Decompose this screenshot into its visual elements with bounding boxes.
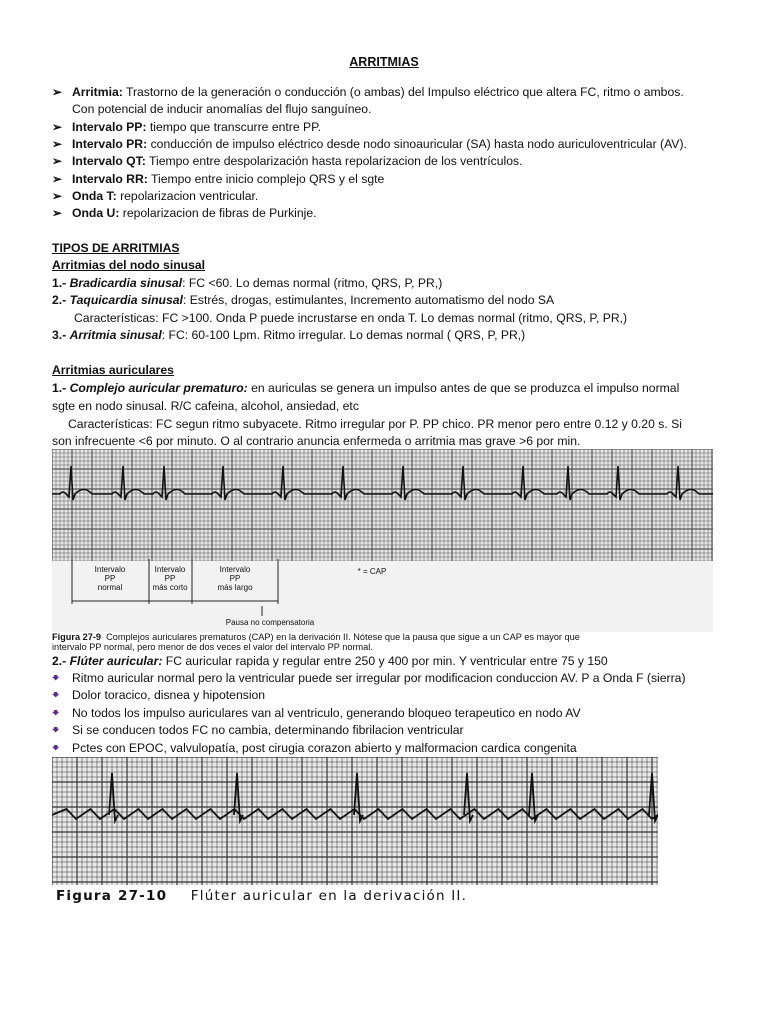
atrial-item (52, 380, 679, 396)
label-long-line3: más largo (217, 583, 253, 592)
subsection-heading: Arritmias auriculares (52, 363, 174, 377)
definition-text: Tiempo entre despolarización hasta repolarizacion de los ventrículos. (145, 154, 523, 168)
arrow-bullet-icon: ➢ (52, 206, 63, 220)
arrow-bullet-icon: ➢ (52, 137, 63, 151)
item-text: FC auricular rapida y regular entre 250 y 400 por min. Y ventricular entre 75 y 150 (162, 654, 608, 668)
definition-term: Intervalo PR: (72, 137, 148, 151)
item-text: : FC: 60-100 Lpm. Ritmo irregular. Lo demas normal ( QRS, P, PR,) (161, 328, 526, 342)
pause-label: Pausa no compensatoria (225, 618, 315, 627)
arrow-bullet-icon: ➢ (52, 172, 63, 186)
item-name: Arritmia sinusal (69, 328, 162, 342)
item-name: Bradicardia sinusal (69, 276, 183, 290)
item-text: : FC <60. Lo demas normal (ritmo, QRS, P, PR,) (182, 276, 443, 290)
atrial-item-text: Características: FC segun ritmo subyacete. Ritmo irregular por P. PP chico. PR menor pero entre 0.12 y 0.20 s. Si (68, 417, 682, 431)
definition-item (52, 119, 321, 135)
cap-legend: * = CAP (357, 567, 387, 576)
sinus-item (52, 327, 525, 343)
label-short-line2: PP (164, 574, 176, 583)
item-number: 1.- (52, 381, 70, 395)
definition-term: Intervalo QT: (72, 154, 146, 168)
ecg-strip-flutter (52, 757, 658, 885)
sinus-item-characteristics (74, 310, 627, 326)
caption-text: Flúter auricular en la derivación II. (190, 888, 468, 904)
definition-term: Arritmia: (72, 85, 123, 99)
definition-text: Tiempo entre inicio complejo QRS y el sgte (147, 172, 385, 186)
label-long-line1: Intervalo (219, 565, 251, 574)
arrow-bullet-icon: ➢ (52, 154, 63, 168)
down-arrow-icon: 🠻 (52, 706, 60, 720)
bullet-text: Dolor toracico, disnea y hipotension (72, 688, 266, 702)
definition-item (52, 153, 523, 169)
down-arrow-icon: 🠻 (52, 671, 60, 685)
ecg-trace (52, 466, 713, 500)
item-text: en auriculas se genera un impulso antes de que se produzca el impulso normal (247, 381, 680, 395)
item-name: Complejo auricular prematuro: (69, 381, 248, 395)
flutter-bullet (52, 687, 265, 703)
definition-item (52, 171, 384, 187)
atrial-item-text: son infrecuente <6 por minuto. O al contrario anuncia enfermeda o arritmia mas grave >6 por min. (52, 434, 581, 448)
page-title: ARRITMIAS (349, 55, 419, 69)
ecg-figure-flutter (52, 757, 658, 885)
subsection-heading: Arritmias del nodo sinusal (52, 258, 206, 272)
definition-continuation (72, 101, 371, 117)
label-normal-line3: normal (97, 583, 123, 592)
flutter-bullet (52, 705, 581, 721)
item-text: Características: FC >100. Onda P puede incrustarse en onda T. Lo demas normal (ritmo, QRS, P, PR,) (74, 311, 628, 325)
definition-text: Trastorno de la generación o conducción (o ambas) del Impulso eléctrico que altera FC, ritmo o ambos. (122, 85, 684, 99)
definition-text: tiempo que transcurre entre PP. (146, 120, 322, 134)
arrow-bullet-icon: ➢ (52, 120, 63, 134)
item-text: : Estrés, drogas, estimulantes, Incremento automatismo del nodo SA (182, 293, 555, 307)
down-arrow-icon: 🠻 (52, 723, 60, 737)
label-short-line1: Intervalo (154, 565, 186, 574)
definition-item (52, 205, 317, 221)
figure-number: Figura 27-9 (52, 632, 102, 642)
item-number: 2.- (52, 654, 70, 668)
ecg-strip-cap (52, 449, 713, 632)
definition-term: Onda U: (72, 206, 120, 220)
item-name: Flúter auricular: (69, 654, 163, 668)
flutter-bullet (52, 722, 464, 738)
item-name: Taquicardia sinusal (69, 293, 183, 307)
sinus-item (52, 275, 442, 291)
label-normal-line2: PP (104, 574, 116, 583)
definition-term: Onda T: (72, 189, 117, 203)
arrow-bullet-icon: ➢ (52, 85, 63, 99)
item-number: 3.- (52, 328, 70, 342)
arrow-bullet-icon: ➢ (52, 189, 63, 203)
definition-text: Con potencial de inducir anomalías del flujo sanguíneo. (72, 102, 372, 116)
atrial-item (52, 653, 608, 669)
ecg-figure-cap (52, 449, 713, 632)
definition-item (52, 188, 258, 204)
definition-item (52, 84, 684, 100)
figure-caption-continuation: intervalo PP normal, pero menor de dos veces el valor del intervalo PP normal. (52, 642, 373, 652)
definition-text: repolarizacion ventricular. (116, 189, 259, 203)
bullet-text: No todos los impulso auriculares van al ventriculo, generando bloqueo terapeutico en nodo AV (72, 706, 581, 720)
down-arrow-icon: 🠻 (52, 741, 60, 755)
section-heading: TIPOS DE ARRITMIAS (52, 241, 180, 255)
flutter-bullet (52, 670, 686, 686)
down-arrow-icon: 🠻 (52, 688, 60, 702)
bullet-text: Pctes con EPOC, valvulopatía, post cirugia corazon abierto y malformacion cardica congenita (72, 741, 577, 755)
item-number: 2.- (52, 293, 70, 307)
figure-caption (56, 888, 467, 904)
flutter-bullet (52, 740, 577, 756)
bullet-text: Ritmo auricular normal pero la ventricular puede ser irregular por modificacion conduccion AV. P a Onda F (sierra) (72, 671, 686, 685)
definition-term: Intervalo RR: (72, 172, 148, 186)
label-normal-line1: Intervalo (94, 565, 126, 574)
figure-number: Figura 27-10 (56, 888, 168, 904)
figure-caption (52, 632, 580, 642)
definition-text: conducción de impulso eléctrico desde nodo sinoauricular (SA) hasta nodo auriculoventricular (AV). (147, 137, 687, 151)
definition-text: repolarizacion de fibras de Purkinje. (119, 206, 317, 220)
caption-text: Complejos auriculares prematuros (CAP) en la derivación II. Nótese que la pausa que sigue a un CAP es mayor que (106, 632, 580, 642)
definition-item (52, 136, 687, 152)
sinus-item (52, 292, 554, 308)
label-long-line2: PP (229, 574, 241, 583)
bullet-text: Si se conducen todos FC no cambia, determinando fibrilacion ventricular (72, 723, 464, 737)
label-short-line3: más corto (152, 583, 188, 592)
item-number: 1.- (52, 276, 70, 290)
definition-term: Intervalo PP: (72, 120, 147, 134)
atrial-item-text: sgte en nodo sinusal. R/C cafeina, alcohol, ansiedad, etc (52, 399, 359, 413)
